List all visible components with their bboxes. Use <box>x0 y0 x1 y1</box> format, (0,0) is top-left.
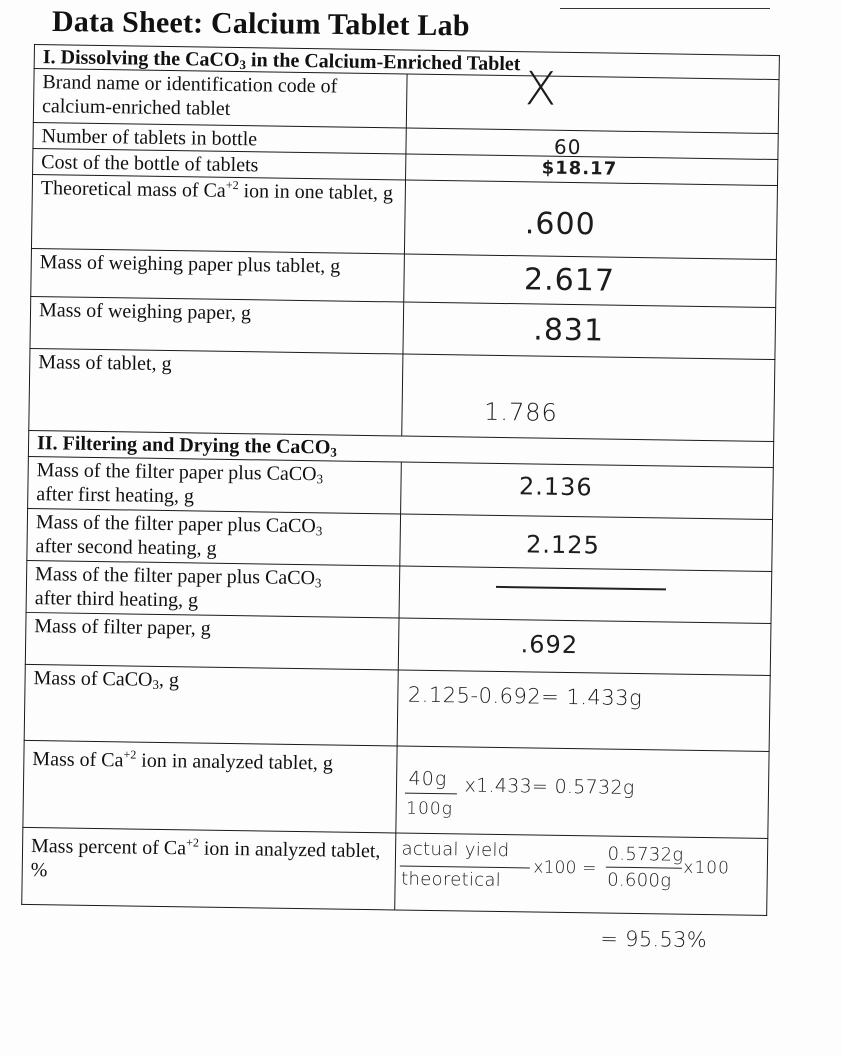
ca-mass-label: Mass of $Ca^{+2}$ ion in analyzed tablet, g <box>23 740 397 833</box>
paper-label: Mass of weighing paper, g <box>30 296 403 354</box>
theoretical-value-cell <box>404 180 778 260</box>
table-row-theoretical <box>31 174 777 259</box>
first-heating-label: Mass of the filter paper plus CaCO$_3$ after first heating, g <box>28 456 401 514</box>
table-row-caco3 <box>24 664 770 751</box>
paper-tablet-label: Mass of weighing paper plus tablet, g <box>31 248 404 302</box>
third-heating-blank-line <box>495 586 665 591</box>
percent-label: Mass percent of $Ca^{+2}$ ion in analyzed tablet, % <box>22 827 396 910</box>
brand-label: Brand name or identification code of calcium-enriched tablet <box>33 69 406 129</box>
percent-result: = 95.53% <box>600 926 708 953</box>
percent-theoretical: theoretical <box>400 868 502 892</box>
ca-mass-value-cell <box>395 746 769 839</box>
caco3-value-cell <box>397 670 771 752</box>
count-value: 60 <box>553 134 582 160</box>
brand-value-cell <box>406 61 779 134</box>
third-heating-label: Mass of the filter paper plus CaCO$_3$ after third heating, g <box>26 560 399 618</box>
tablet-value-cell <box>401 354 775 442</box>
cost-value: $18.17 <box>541 157 618 180</box>
second-heating-value: 2.125 <box>525 530 601 560</box>
data-table <box>21 44 780 953</box>
table-row-tablet <box>29 348 775 441</box>
ca-mass-calculation: x1.433= 0.5732g <box>464 774 635 799</box>
page-title: Data Sheet: Calcium Tablet Lab <box>51 5 470 43</box>
percent-mass-denominator: 0.600g <box>607 869 672 892</box>
second-heating-value-cell <box>399 514 772 572</box>
filter-paper-label: Mass of filter paper, g <box>25 612 398 670</box>
percent-actual-yield: actual yield <box>401 838 510 862</box>
caco3-label: Mass of CaCO$_3$, g <box>24 664 398 746</box>
brand-value: X <box>524 61 558 116</box>
paper-tablet-value: 2.617 <box>523 262 616 299</box>
ca-mass-numerator: 40g <box>408 767 448 791</box>
filter-paper-value: .692 <box>520 630 579 660</box>
first-heating-value: 2.136 <box>518 472 593 502</box>
data-table-wrapper <box>20 44 780 979</box>
paper-tablet-value-cell <box>403 254 776 308</box>
ca-mass-denominator: 100g <box>406 798 453 820</box>
theoretical-label: Theoretical mass of $Ca^{+2}$ ion in one tablet, g <box>31 174 405 254</box>
third-heating-value-cell <box>399 566 772 624</box>
top-rule <box>560 8 770 9</box>
section-1-heading: I. Dissolving the CaCO$_3$ in the Calcium-Enriched Tablet <box>34 45 779 80</box>
ca-mass-fraction-bar <box>404 793 456 795</box>
percent-times-100-equals: x100 = <box>533 857 597 879</box>
section-2-heading: II. Filtering and Drying the CaCO$_3$ <box>28 430 773 467</box>
first-heating-value-cell <box>400 462 773 520</box>
count-label: Number of tablets in bottle <box>33 122 406 154</box>
percent-times-100: x100 <box>683 857 731 879</box>
tablet-label: Mass of tablet, g <box>29 348 403 436</box>
cost-label: Cost of the bottle of tablets <box>33 148 406 180</box>
percent-value-cell <box>394 833 768 953</box>
table-row-percent <box>22 827 768 915</box>
filter-paper-value-cell <box>398 618 771 676</box>
theoretical-value: .600 <box>524 206 596 243</box>
percent-mass-numerator: 0.5732g <box>607 843 684 866</box>
caco3-value: 2.125-0.692= 1.433g <box>407 682 643 711</box>
table-row-ca-mass <box>23 740 769 838</box>
paper-value: .831 <box>533 312 605 349</box>
paper-value-cell <box>402 302 775 360</box>
second-heating-label: Mass of the filter paper plus CaCO$_3$ after second heating, g <box>27 508 400 566</box>
tablet-value: 1.786 <box>483 397 559 427</box>
